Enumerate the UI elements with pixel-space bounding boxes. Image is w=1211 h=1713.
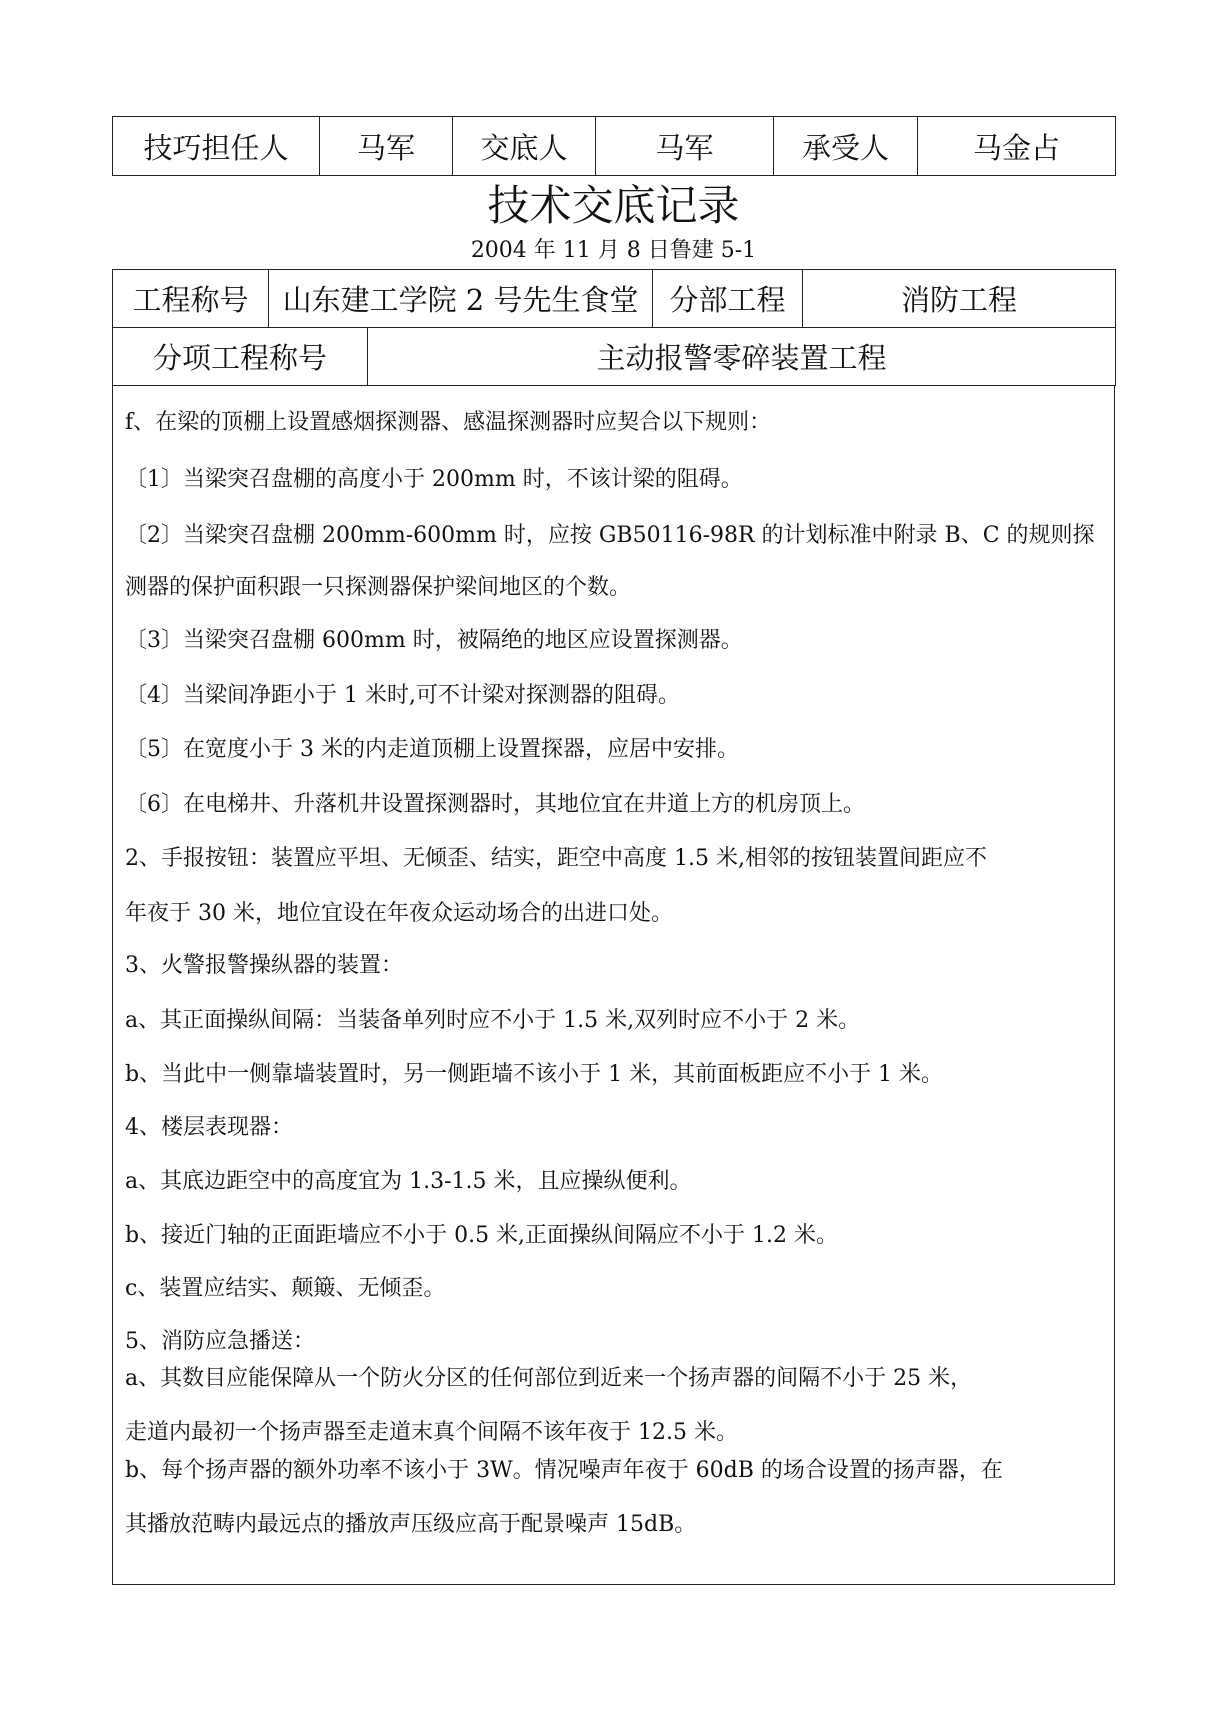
content-line: b、接近门轴的正面距墙应不小于 0.5 米,正面操纵间隔应不小于 1.2 米。 [125, 1223, 839, 1248]
content-line: 其播放范畴内最远点的播放声压级应高于配景噪声 15dB。 [125, 1512, 697, 1537]
recipient-label: 承受人 [774, 117, 918, 176]
briefer-name: 马军 [596, 117, 774, 176]
sub-item-label: 分项工程称号 [113, 328, 368, 386]
tech-lead-label: 技巧担任人 [113, 117, 320, 176]
project-name-label: 工程称号 [113, 270, 269, 328]
document-title: 技术交底记录 [487, 181, 740, 230]
responsibility-table [112, 116, 1116, 176]
sub-item-row [113, 328, 1116, 386]
content-line: 测器的保护面积跟一只探测器保护梁间地区的个数。 [125, 575, 632, 600]
division-label: 分部工程 [653, 270, 803, 328]
content-section [112, 386, 1115, 1585]
content-line: 5、消防应急播送： [125, 1329, 315, 1354]
content-line: a、其数目应能保障从一个防火分区的任何部位到近来一个扬声器的间隔不小于 25 米， [125, 1366, 973, 1391]
project-name-value: 山东建工学院 2 号先生食堂 [269, 270, 653, 328]
division-value: 消防工程 [803, 270, 1116, 328]
briefer-label: 交底人 [453, 117, 596, 176]
sub-item-value: 主动报警零碎装置工程 [368, 328, 1116, 386]
content-line: 〔1〕当梁突召盘棚的高度小于 200mm 时，不该计梁的阻碍。 [125, 467, 743, 492]
recipient-name: 马金占 [918, 117, 1116, 176]
content-line: a、其正面操纵间隔：当装备单列时应不小于 1.5 米,双列时应不小于 2 米。 [125, 1008, 861, 1033]
content-line: b、当此中一侧靠墙装置时，另一侧距墙不该小于 1 米，其前面板距应不小于 1 米。 [125, 1062, 944, 1087]
content-line: 年夜于 30 米，地位宜设在年夜众运动场合的出进口处。 [125, 901, 673, 926]
content-line: 2、手报按钮：装置应平坦、无倾歪、结实，距空中高度 1.5 米,相邻的按钮装置间距应不 [125, 846, 987, 871]
content-line: b、每个扬声器的额外功率不该小于 3W。情况噪声年夜于 60dB 的场合设置的扬声器，在 [125, 1458, 1003, 1483]
content-line: 〔2〕当梁突召盘棚 200mm-600mm 时，应按 GB50116-98R 的计划标准中附录 B、C 的规则探 [125, 523, 1095, 548]
content-lines [113, 386, 1114, 1584]
content-line: 4、楼层表现器： [125, 1115, 293, 1140]
project-row [113, 270, 1116, 328]
content-line: a、其底边距空中的高度宜为 1.3-1.5 米，且应操纵便利。 [125, 1169, 692, 1194]
content-line: 走道内最初一个扬声器至走道末真个间隔不该年夜于 12.5 米。 [125, 1420, 738, 1445]
content-line: f、在梁的顶棚上设置感烟探测器、感温探测器时应契合以下规则： [125, 410, 772, 435]
project-info-table [112, 269, 1116, 386]
content-line: 〔6〕在电梯井、升落机井设置探测器时，其地位宜在井道上方的机房顶上。 [125, 792, 865, 817]
content-line: 〔5〕在宽度小于 3 米的内走道顶棚上设置探器，应居中安排。 [125, 737, 739, 762]
responsibility-row [113, 117, 1116, 176]
tech-lead-name: 马军 [320, 117, 453, 176]
content-line: 〔3〕当梁突召盘棚 600mm 时，被隔绝的地区应设置探测器。 [125, 628, 743, 653]
content-line: c、装置应结实、颠簸、无倾歪。 [125, 1276, 446, 1301]
document-date-code: 2004 年 11 月 8 日鲁建 5-1 [470, 238, 757, 263]
content-line: 3、火警报警操纵器的装置： [125, 953, 403, 978]
content-line: 〔4〕当梁间净距小于 1 米时,可不计梁对探测器的阻碍。 [125, 683, 680, 708]
